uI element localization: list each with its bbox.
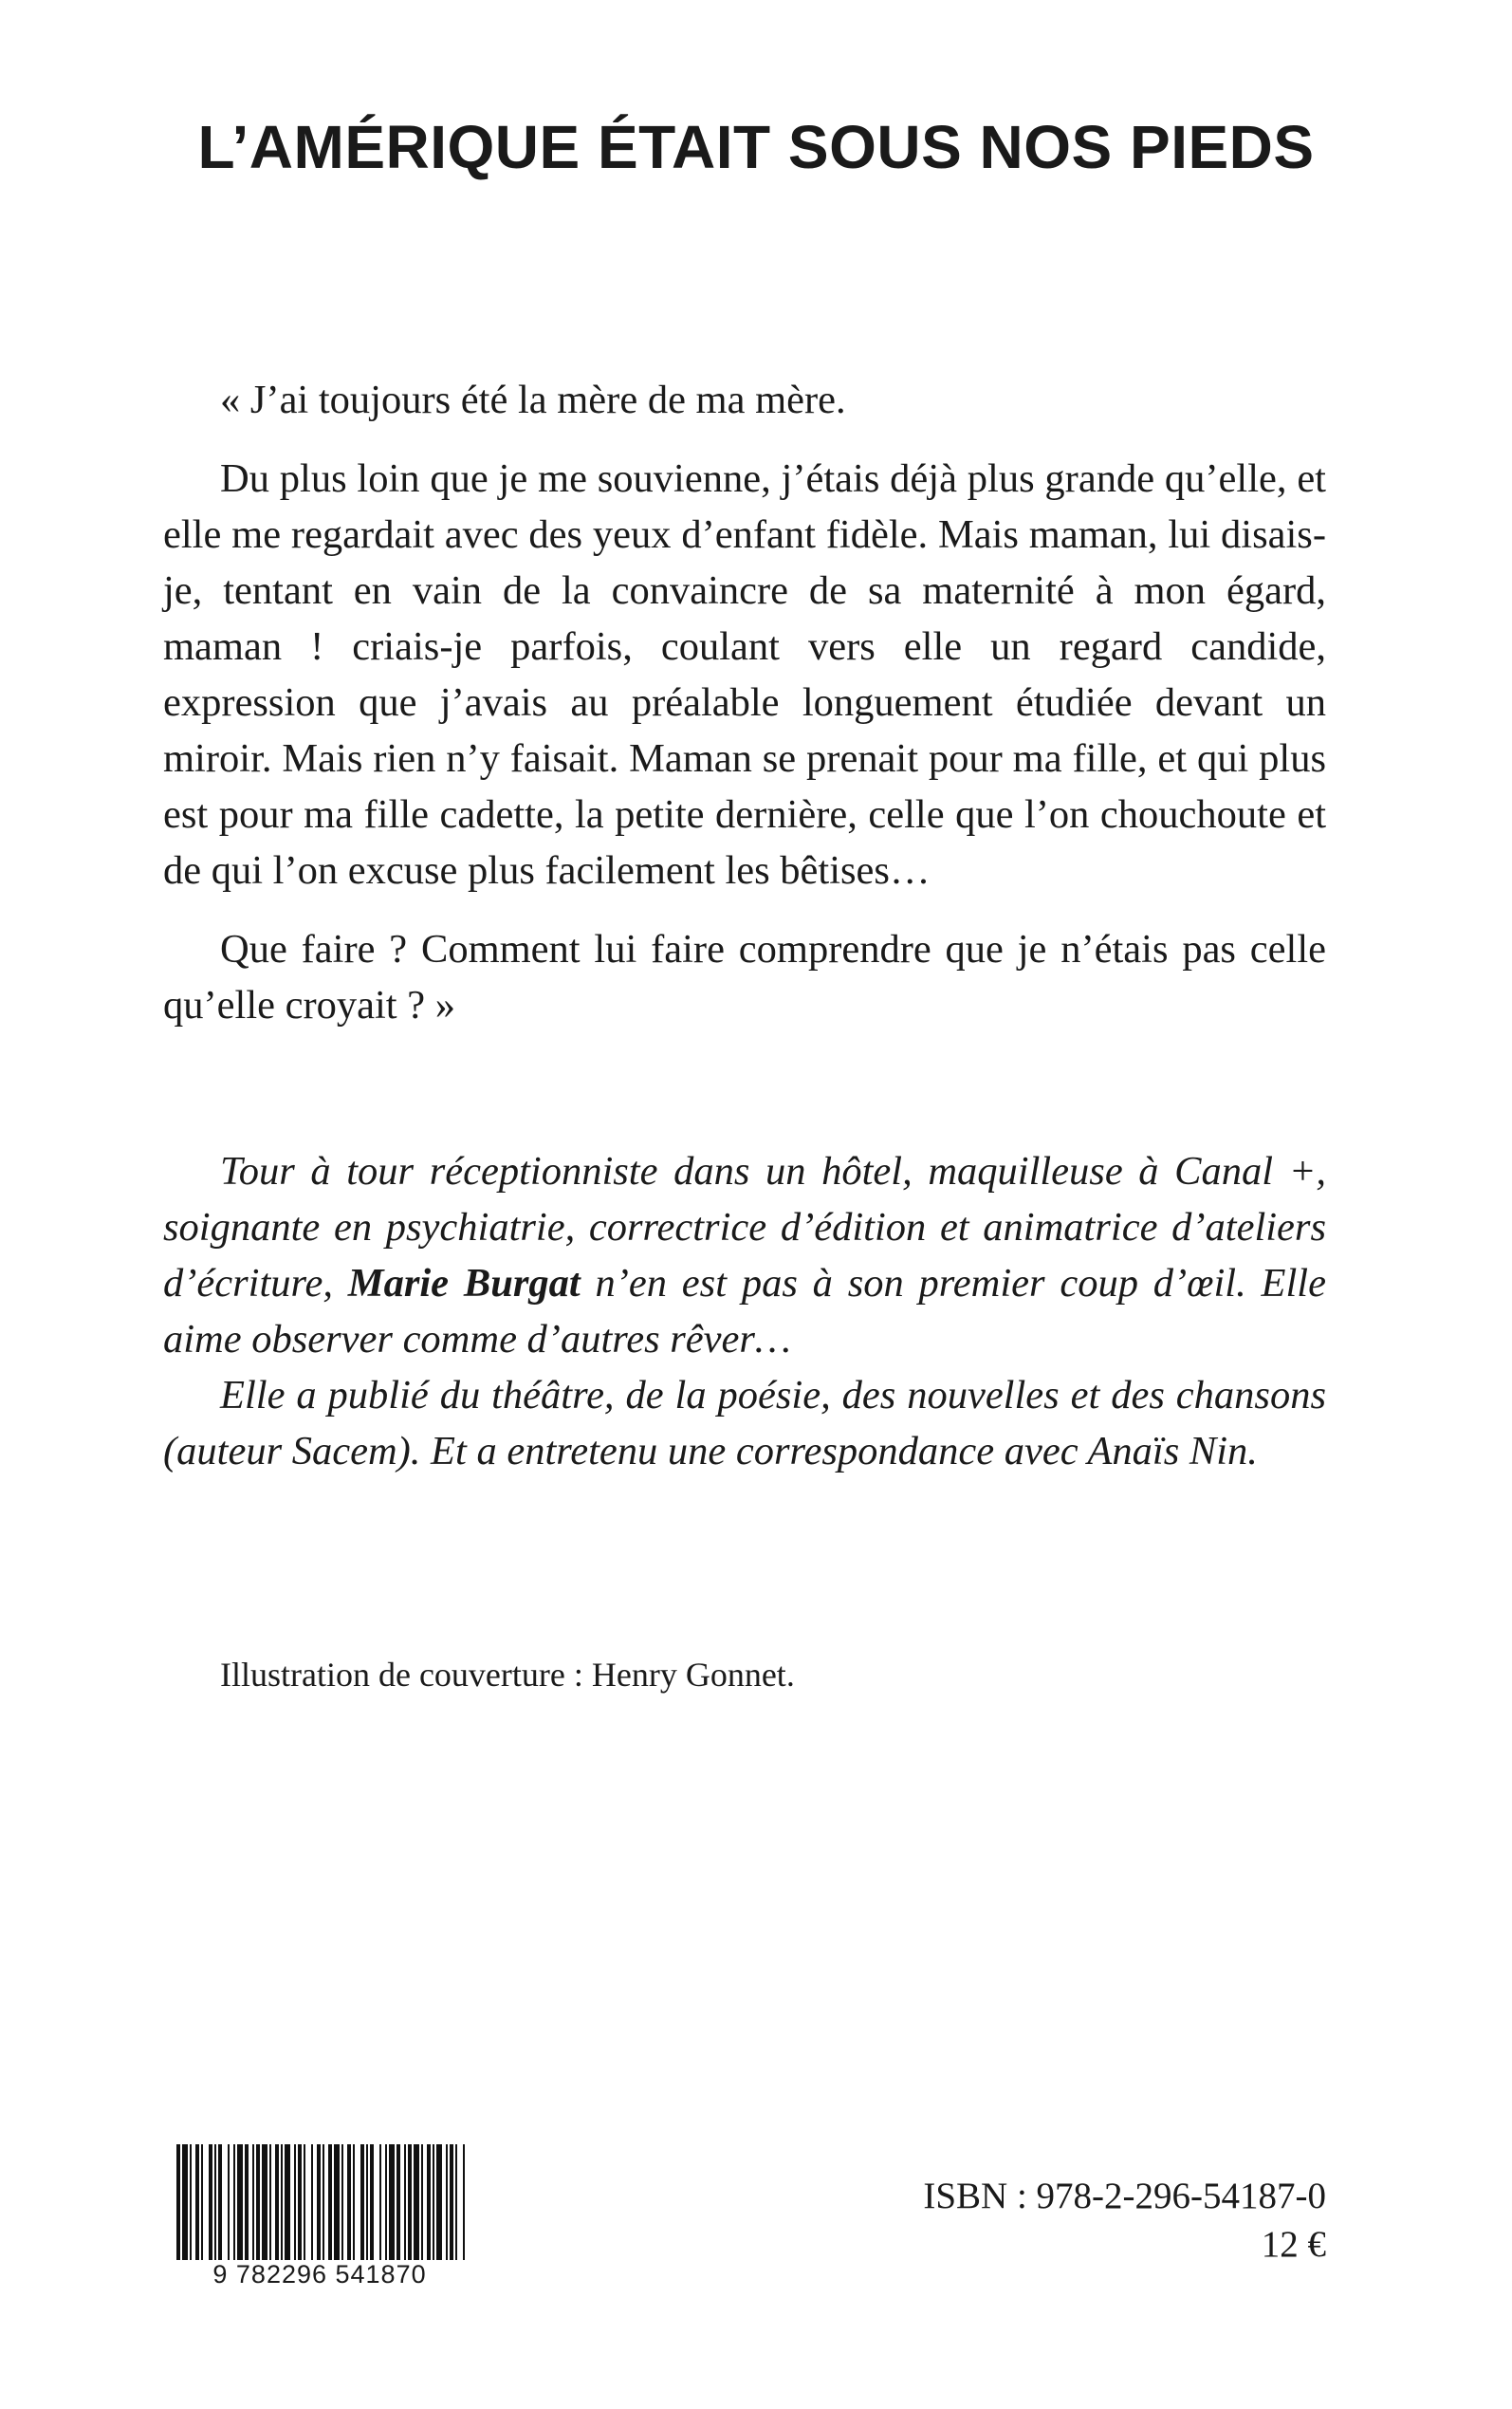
bio-paragraph — [163, 1143, 1326, 1367]
bio-paragraph: Elle a publié du théâtre, de la poésie, des nouvelles et des chansons (auteur Sacem). Et a entretenu une correspondance avec Anaïs Nin. — [163, 1373, 1326, 1473]
barcode-digits: 9 782296 541870 — [163, 2260, 476, 2289]
barcode — [163, 2144, 476, 2289]
excerpt-paragraph: Que faire ? Comment lui faire comprendre que je n’étais pas celle qu’elle croyait ? » — [163, 927, 1326, 1028]
bio-text-end: n’en est pas à son premier coup d’œil. Elle aime observer comme d’autres rêver… — [163, 1261, 1326, 1362]
author-bio — [163, 1143, 1326, 1479]
price: 12 € — [1261, 2224, 1326, 2265]
illustration-credit: Illustration de couverture : Henry Gonnet. — [220, 1656, 795, 1694]
back-cover-excerpt — [163, 372, 1326, 1033]
excerpt-paragraph: Du plus loin que je me souvienne, j’étais déjà plus grande qu’elle, et elle me regardait avec des yeux d’enfant fidèle. Mais maman, lui disais-je, tentant en vain de la convaincre de sa maternité à mon égard, maman ! criais-je parfois, coulant vers elle un regard candide, expression que j’avais au préalable longuement étudiée devant un miroir. Mais rien n’y faisait. Maman se prenait pour ma fille, et qui plus est pour ma fille cadette, la petite dernière, celle que l’on chouchoute et de qui l’on excuse plus facilement les bêtises… — [163, 456, 1326, 893]
barcode-bars-icon — [163, 2144, 476, 2262]
excerpt-paragraph: « J’ai toujours été la mère de ma mère. — [220, 378, 846, 422]
isbn: ISBN : 978-2-296-54187-0 — [923, 2176, 1326, 2216]
book-title: L’AMÉRIQUE ÉTAIT SOUS NOS PIEDS — [197, 113, 1315, 181]
author-name: Marie Burgat — [347, 1261, 581, 1306]
bio-text-start: Tour à tour réceptionniste dans un hôtel, maquilleuse à Canal +, soignante en psychiatrie, correctrice d’édition et animatrice d’ateliers d’écriture, — [163, 1149, 1326, 1306]
